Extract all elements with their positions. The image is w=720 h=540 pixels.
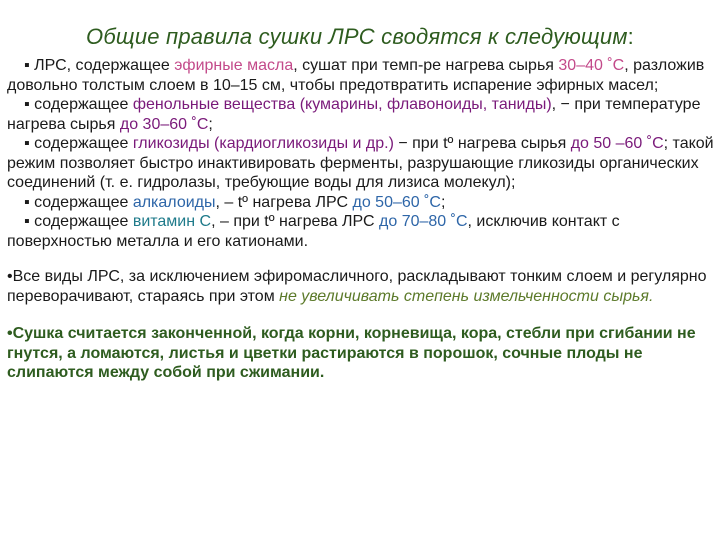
- rule-drying-complete: •Сушка считается законченной, когда корни, корневища, кора, стебли при сгибании не гнутся, а ломаются, листья и цветки растираются в порошок, сочные плоды не слипаются между собой при сжимании.: [7, 325, 696, 381]
- text: ▪ содержащее: [24, 135, 133, 152]
- title-text: Общие правила сушки ЛРС сводятся к следующим: [86, 24, 628, 49]
- text: ; такой режим позволяет быстро инактивировать ферменты, разрушающие гликозиды органических соединений (т. е. гидролазы, требующие воды для лизиса молекул);: [7, 135, 714, 191]
- rule-essential-oils: [7, 56, 715, 95]
- text: , – tº нагрева ЛРС: [215, 193, 353, 211]
- temperature-range: до 50–60 ˚С: [352, 193, 441, 211]
- text: ▪ содержащее: [24, 213, 133, 230]
- rule-glycosides: [7, 134, 715, 193]
- content: [7, 56, 715, 383]
- text: , разложив довольно толстым слоем в 10–15 см, чтобы предотвратить испарение эфирных масел;: [7, 57, 705, 94]
- temperature-range: 30–40 ˚С: [558, 57, 625, 74]
- text: , исключив контакт с поверхностью металла и его катионами.: [7, 213, 620, 250]
- temperature-range: до 50 –60 ˚С: [570, 135, 664, 152]
- title-colon: :: [627, 24, 634, 49]
- text: , – при tº нагрева ЛРС: [211, 213, 380, 230]
- text: ▪ ЛРС, содержащее: [24, 57, 175, 74]
- text: , сушат при темп-ре нагрева сырья: [293, 57, 559, 74]
- highlight-vitamin-c: витамин С: [132, 213, 212, 230]
- highlight-glycosides: гликозиды: [132, 135, 210, 152]
- text: •Все виды ЛРС, за исключением эфиромасличного, раскладывают тонким слоем и регулярно переворачивают, стараясь при этом: [7, 268, 707, 305]
- text: − при tº нагрева сырья: [393, 135, 571, 152]
- text: ▪ содержащее: [24, 96, 133, 113]
- text: , − при температуре нагрева сырья: [7, 96, 701, 133]
- temperature-range: до 70–80 ˚С: [379, 213, 468, 230]
- rule-phenolic: [7, 95, 715, 134]
- text: ▪ содержащее: [24, 193, 133, 211]
- highlight-phenolic: фенольные вещества: [132, 96, 296, 113]
- text: ;: [440, 193, 446, 211]
- glycosides-examples: (кардиогликозиды и др.): [209, 135, 394, 152]
- rule-spreading: [7, 267, 715, 306]
- text: ;: [208, 115, 213, 133]
- highlight-essential-oils: эфирные масла: [174, 57, 294, 74]
- highlight-no-grinding: не увеличивать степень измельченности сырья.: [279, 287, 654, 305]
- page-title: [0, 24, 720, 50]
- phenolic-examples: (кумарины, флавоноиды, таниды): [295, 96, 552, 113]
- rule-vitamin-c: [7, 212, 715, 251]
- rule-alkaloids: [7, 193, 715, 213]
- highlight-alkaloids: алкалоиды: [132, 193, 216, 211]
- temperature-range: до 30–60 ˚С: [119, 115, 209, 133]
